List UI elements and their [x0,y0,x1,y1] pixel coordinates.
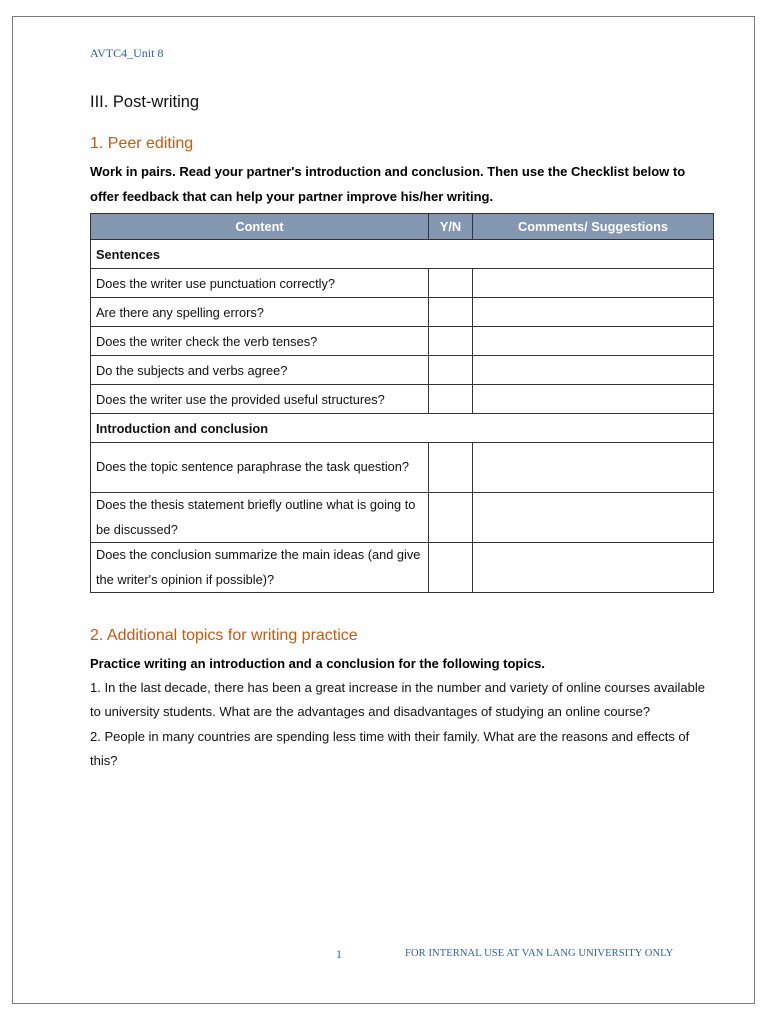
checklist-table [90,213,714,593]
footer-note: FOR INTERNAL USE AT VAN LANG UNIVERSITY ONLY [405,948,674,959]
group-row-sentences [91,240,714,269]
checklist-question: Does the writer use the provided useful structures? [91,385,429,414]
comment-cell[interactable] [473,356,714,385]
table-row [91,385,714,414]
column-header-content: Content [91,214,429,240]
section-title: III. Post-writing [90,93,200,111]
yn-cell[interactable] [429,493,473,543]
table-row [91,493,714,543]
comment-cell[interactable] [473,298,714,327]
comment-cell[interactable] [473,269,714,298]
checklist-question: Does the writer use punctuation correctly? [91,269,429,298]
peer-editing-instructions: Work in pairs. Read your partner's introduction and conclusion. Then use the Checklist below to offer feedback that can help your partner improve his/her writing. [90,164,686,204]
checklist-question: Do the subjects and verbs agree? [91,356,429,385]
practice-block [90,652,710,773]
checklist-question: Does the thesis statement briefly outline what is going to be discussed? [91,493,429,543]
table-row [91,298,714,327]
yn-cell[interactable] [429,269,473,298]
yn-cell[interactable] [429,385,473,414]
peer-editing-heading: 1. Peer editing [90,135,194,152]
group-title: Introduction and conclusion [91,414,714,443]
table-row [91,356,714,385]
yn-cell[interactable] [429,543,473,593]
table-row [91,269,714,298]
yn-cell[interactable] [429,443,473,493]
additional-topics-heading: 2. Additional topics for writing practice [90,627,358,644]
checklist-question: Does the topic sentence paraphrase the task question? [91,443,429,493]
yn-cell[interactable] [429,356,473,385]
comment-cell[interactable] [473,443,714,493]
group-row-introduction-conclusion [91,414,714,443]
page-number: 1 [336,947,342,961]
table-row [91,327,714,356]
checklist-question: Does the writer check the verb tenses? [91,327,429,356]
group-title: Sentences [91,240,714,269]
checklist-header-row [91,214,714,240]
practice-topic: 1. In the last decade, there has been a great increase in the number and variety of online courses available to university students. What are the advantages and disadvantages of studying an online course? [90,680,705,720]
comment-cell[interactable] [473,385,714,414]
yn-cell[interactable] [429,298,473,327]
checklist-question: Are there any spelling errors? [91,298,429,327]
comment-cell[interactable] [473,543,714,593]
table-row [91,543,714,593]
header-code: AVTC4_Unit 8 [90,46,164,60]
practice-instructions: Practice writing an introduction and a conclusion for the following topics. [90,656,546,671]
comment-cell[interactable] [473,327,714,356]
practice-topic: 2. People in many countries are spending less time with their family. What are the reasons and effects of this? [90,728,690,768]
column-header-comments: Comments/ Suggestions [473,214,714,240]
table-row [91,443,714,493]
comment-cell[interactable] [473,493,714,543]
yn-cell[interactable] [429,327,473,356]
checklist-question: Does the conclusion summarize the main ideas (and give the writer's opinion if possible)? [91,543,429,593]
column-header-yn: Y/N [429,214,473,240]
